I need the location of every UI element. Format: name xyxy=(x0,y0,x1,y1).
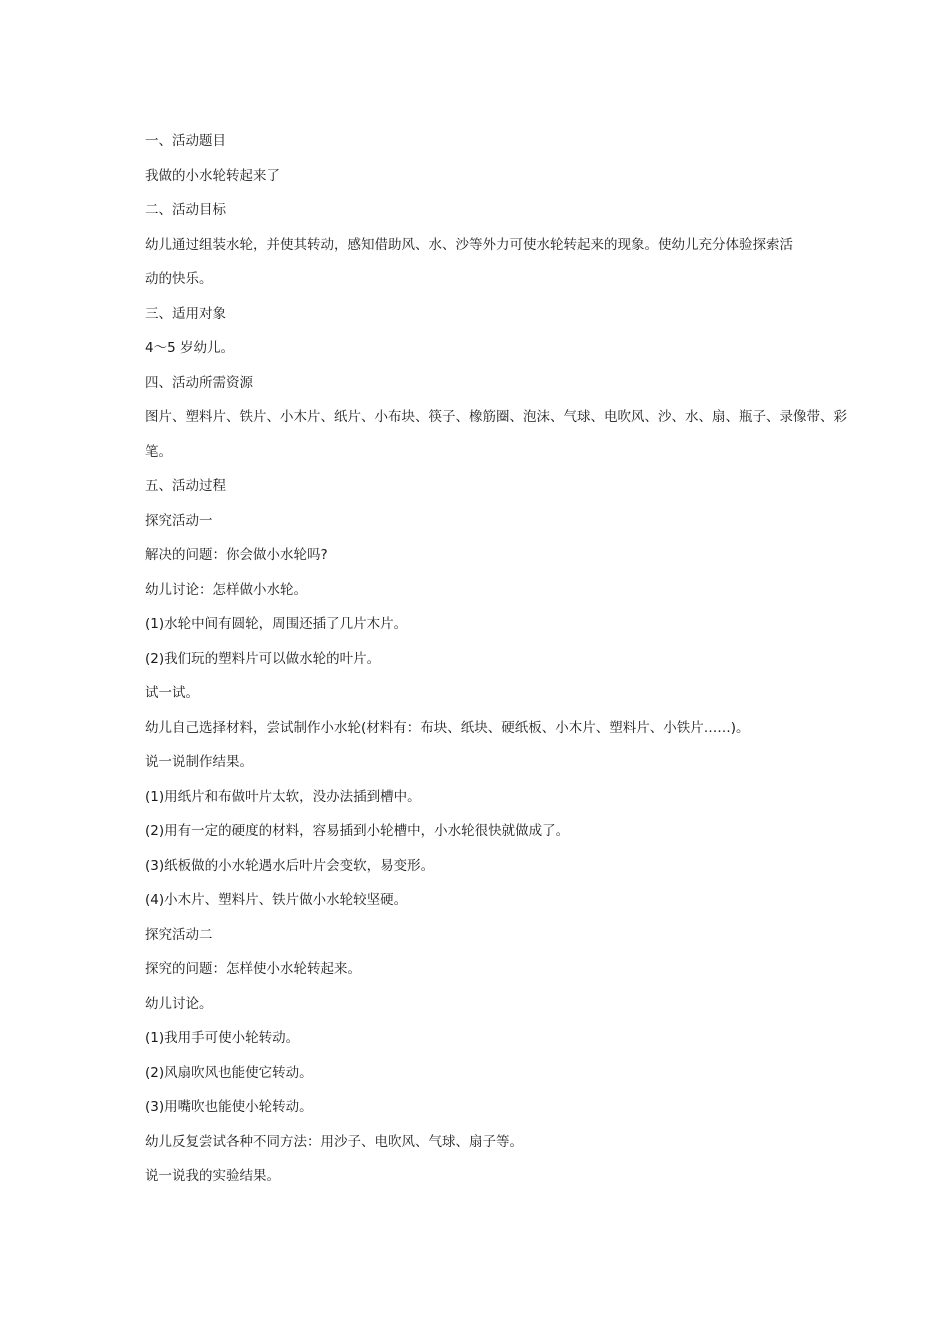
paragraph: 幼儿讨论：怎样做小水轮。 xyxy=(145,581,307,598)
inquiry-two-heading: 探究活动二 xyxy=(145,926,213,943)
paragraph: 说一说我的实验结果。 xyxy=(145,1168,280,1184)
goals-text-line-1: 幼儿通过组装水轮，并使其转动，感知借助风、水、沙等外力可使水轮转起来的现象。使幼儿充分体验探索活 xyxy=(145,236,793,253)
paragraph: 解决的问题：你会做小水轮吗? xyxy=(145,547,328,563)
list-item: (2)用有一定的硬度的材料，容易插到小轮槽中，小水轮很快就做成了。 xyxy=(145,823,570,839)
section-heading-topic: 一、活动题目 xyxy=(145,133,226,149)
list-item: (2)风扇吹风也能使它转动。 xyxy=(145,1064,313,1081)
section-heading-audience: 三、适用对象 xyxy=(145,305,226,322)
list-item: (1)水轮中间有圆轮，周围还插了几片木片。 xyxy=(145,616,408,632)
resources-text-line-1: 图片、塑料片、铁片、小木片、纸片、小布块、筷子、橡筋圈、泡沫、气球、电吹风、沙、水、扇、瓶子、录像带、彩 xyxy=(145,409,847,425)
audience-text: 4～5 岁幼儿。 xyxy=(145,340,234,356)
resources-text-line-2: 笔。 xyxy=(145,443,172,460)
section-heading-resources: 四、活动所需资源 xyxy=(145,374,253,391)
list-item: (2)我们玩的塑料片可以做水轮的叶片。 xyxy=(145,650,381,667)
paragraph: 幼儿自己选择材料，尝试制作小水轮(材料有：布块、纸块、硬纸板、小木片、塑料片、小铁片……)。 xyxy=(145,719,750,736)
paragraph: 说一说制作结果。 xyxy=(145,754,253,770)
list-item: (4)小木片、塑料片、铁片做小水轮较坚硬。 xyxy=(145,892,408,908)
list-item: (3)用嘴吹也能使小轮转动。 xyxy=(145,1099,313,1115)
section-heading-goals: 二、活动目标 xyxy=(145,202,226,218)
paragraph: 幼儿反复尝试各种不同方法：用沙子、电吹风、气球、扇子等。 xyxy=(145,1133,523,1150)
list-item: (1)我用手可使小轮转动。 xyxy=(145,1030,300,1046)
list-item: (3)纸板做的小水轮遇水后叶片会变软，易变形。 xyxy=(145,857,435,874)
activity-title: 我做的小水轮转起来了 xyxy=(145,167,280,184)
document-body xyxy=(145,124,847,1194)
inquiry-one-heading: 探究活动一 xyxy=(145,512,213,529)
goals-text-line-2: 动的快乐。 xyxy=(145,271,213,287)
paragraph: 探究的问题：怎样使小水轮转起来。 xyxy=(145,961,361,977)
list-item: (1)用纸片和布做叶片太软，没办法插到槽中。 xyxy=(145,788,421,805)
paragraph: 幼儿讨论。 xyxy=(145,995,213,1012)
section-heading-process: 五、活动过程 xyxy=(145,478,226,494)
paragraph: 试一试。 xyxy=(145,685,199,701)
